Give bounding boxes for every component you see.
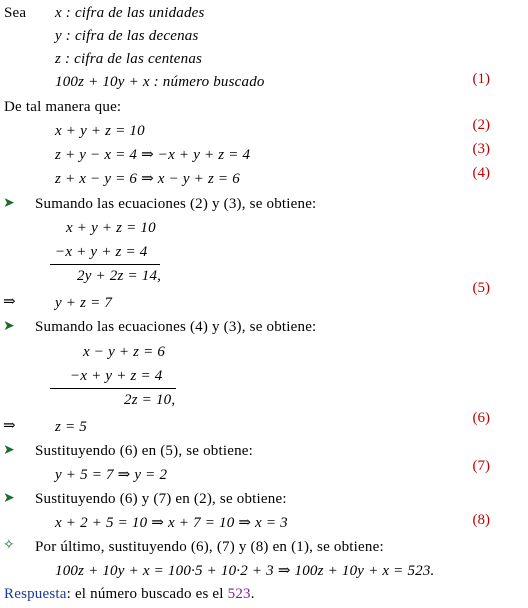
sust2-title: Sustituyendo (6) y (7) en (2), se obtiene: xyxy=(35,491,287,507)
final-equation: 100z + 10y + x = 100·5 + 10·2 + 3 ⇒ 100z + 10y + x = 523. xyxy=(55,563,435,579)
sum1-line-a: x + y + z = 10 xyxy=(66,220,156,236)
eq-number-6: (6) xyxy=(472,410,490,426)
sust2-equation: x + 2 + 5 = 10 ⇒ x + 7 = 10 ⇒ x = 3 xyxy=(55,515,288,531)
sust1-equation: y + 5 = 7 ⇒ y = 2 xyxy=(55,467,168,483)
eq-number-4: (4) xyxy=(472,165,490,181)
result-5: y + z = 7 xyxy=(55,295,113,311)
star-bullet-icon: ✧ xyxy=(3,538,15,553)
eq-number-5: (5) xyxy=(472,280,490,296)
result-6: z = 5 xyxy=(55,419,87,435)
sum2-title: Sumando las ecuaciones (4) y (3), se obtiene: xyxy=(35,319,317,335)
answer-value: 523 xyxy=(227,586,251,602)
sum1-line-b: −x + y + z = 4 xyxy=(55,244,148,260)
eq-number-3: (3) xyxy=(472,141,490,157)
sum2-line-a: x − y + z = 6 xyxy=(83,344,166,360)
z-definition: z : cifra de las centenas xyxy=(55,51,203,67)
x-definition: x : cifra de las unidades xyxy=(55,5,205,21)
de-tal-manera: De tal manera que: xyxy=(4,99,122,115)
sum1-result: 2y + 2z = 14, xyxy=(77,268,162,284)
final-title: Por último, sustituyendo (6), (7) y (8) en (1), se obtiene: xyxy=(35,539,384,555)
eq-number-7: (7) xyxy=(472,458,490,474)
arrow-bullet-icon: ➤ xyxy=(3,443,15,458)
sum2-line-b: −x + y + z = 4 xyxy=(70,368,163,384)
equation-3: z + y − x = 4 ⇒ −x + y + z = 4 xyxy=(55,147,251,163)
implies-arrow-icon: ⇒ xyxy=(3,294,16,310)
sust1-title: Sustituyendo (6) en (5), se obtiene: xyxy=(35,443,253,459)
sum1-title: Sumando las ecuaciones (2) y (3), se obtiene: xyxy=(35,196,317,212)
eq-number-2: (2) xyxy=(472,117,490,133)
arrow-bullet-icon: ➤ xyxy=(3,196,15,211)
eq-number-1: (1) xyxy=(472,71,490,87)
respuesta-label: Respuesta xyxy=(4,586,67,602)
respuesta-end: . xyxy=(250,586,255,602)
respuesta-line xyxy=(4,583,255,605)
eq-number-8: (8) xyxy=(472,512,490,528)
number-definition: 100z + 10y + x : número buscado xyxy=(55,74,265,90)
sum2-result: 2z = 10, xyxy=(124,392,176,408)
respuesta-text: : el número buscado es el xyxy=(66,586,228,602)
implies-arrow-icon: ⇒ xyxy=(3,418,16,434)
equation-4: z + x − y = 6 ⇒ x − y + z = 6 xyxy=(55,171,240,187)
y-definition: y : cifra de las decenas xyxy=(55,28,199,44)
equation-2: x + y + z = 10 xyxy=(55,123,145,139)
arrow-bullet-icon: ➤ xyxy=(3,319,15,334)
sea-label: Sea xyxy=(4,5,27,21)
arrow-bullet-icon: ➤ xyxy=(3,491,15,506)
